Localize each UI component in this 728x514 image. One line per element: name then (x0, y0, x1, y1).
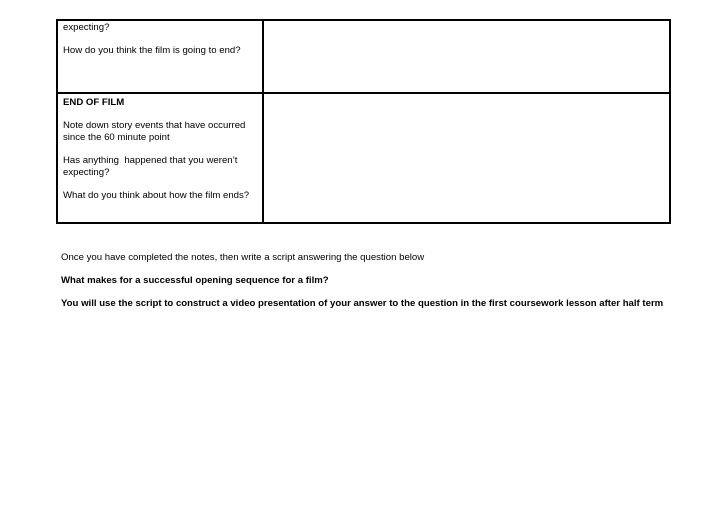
ending-question: How do you think the film is going to end? (63, 45, 241, 56)
prompt-text: Has anything happened that you weren’t expecting? (63, 155, 241, 178)
notes-table (56, 19, 671, 224)
answer-cell[interactable] (263, 20, 670, 93)
answer-cell[interactable] (263, 93, 670, 223)
section-heading: END OF FILM (63, 97, 125, 108)
assignment-task: You will use the script to construct a video presentation of your answer to the question in the first coursework lesson after half term (61, 298, 664, 309)
prompt-text: What do you think about how the film ends? (63, 190, 250, 201)
prompt-text: Note down story events that have occurred since the 60 minute point (63, 120, 249, 143)
continued-text: expecting? (63, 22, 110, 33)
table-row (57, 20, 670, 93)
assignment-question: What makes for a successful opening sequence for a film? (61, 275, 329, 286)
question-cell (57, 20, 263, 93)
table-row (57, 93, 670, 223)
instructions-intro: Once you have completed the notes, then write a script answering the question below (61, 252, 425, 263)
instructions-block (61, 251, 681, 320)
question-cell (57, 93, 263, 223)
